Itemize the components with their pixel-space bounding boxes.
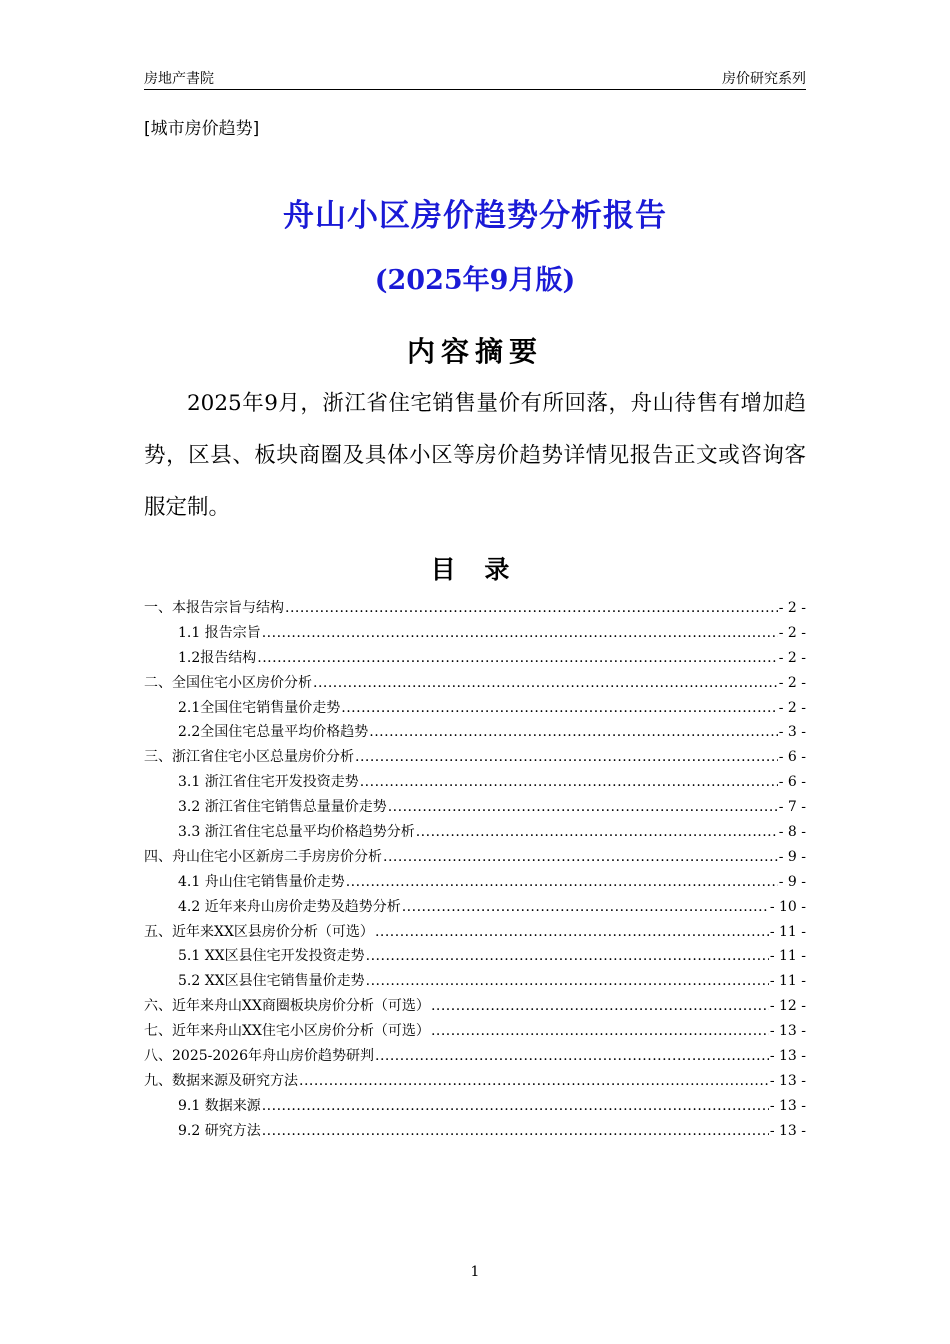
toc-entry-label: 一、本报告宗旨与结构 — [144, 600, 284, 616]
toc-entry-label: 七、近年来舟山XX住宅小区房价分析（可选） — [144, 1023, 430, 1040]
toc-entry-page: - 2 - — [778, 674, 806, 691]
toc-entry-label: 九、数据来源及研究方法 — [144, 1072, 298, 1089]
toc-entry-page: - 2 - — [778, 699, 806, 716]
toc-leader-dots — [375, 1044, 769, 1069]
toc-entry-label: 2.2全国住宅总量平均价格趋势 — [178, 724, 369, 741]
toc-leader-dots — [402, 895, 769, 920]
toc-leader-dots — [299, 1069, 769, 1094]
toc-entry-page: - 2 - — [778, 649, 806, 666]
toc-entry-label: 5.1 XX区县住宅开发投资走势 — [178, 948, 365, 965]
toc-entry-page: - 9 - — [778, 848, 806, 865]
toc-entry-page: - 11 - — [769, 923, 806, 940]
toc-leader-dots — [369, 720, 777, 745]
abstract-text: 2025年9月，浙江省住宅销售量价有所回落，舟山待售有增加趋势，区县、板块商圈及具体小区等房价趋势详情见报告正文或咨询客服定制。 — [144, 391, 806, 520]
toc-leader-dots — [257, 646, 777, 671]
toc-entry[interactable] — [144, 994, 806, 1019]
toc-entry-page: - 2 - — [778, 624, 806, 641]
toc-entry-label: 3.2 浙江省住宅销售总量量价走势 — [178, 799, 387, 816]
toc-entry-label: 1.2报告结构 — [178, 649, 257, 666]
toc-entry[interactable] — [144, 671, 806, 696]
toc-entry-page: - 6 - — [778, 774, 806, 791]
toc-leader-dots — [416, 820, 778, 845]
toc-entry[interactable] — [144, 621, 806, 646]
toc-leader-dots — [262, 621, 778, 646]
toc-entry-label: 9.2 研究方法 — [178, 1122, 261, 1139]
toc-entry-label: 5.2 XX区县住宅销售量价走势 — [178, 973, 365, 990]
table-of-contents — [144, 596, 806, 1144]
toc-entry[interactable] — [144, 646, 806, 671]
toc-leader-dots — [366, 969, 769, 994]
report-title: 舟山小区房价趋势分析报告 — [283, 198, 667, 234]
toc-entry-page: - 10 - — [769, 898, 806, 915]
toc-entry[interactable] — [144, 1119, 806, 1144]
toc-entry-page: - 11 - — [769, 948, 806, 965]
toc-entry[interactable] — [144, 795, 806, 820]
toc-entry-label: 3.1 浙江省住宅开发投资走势 — [178, 774, 359, 791]
toc-entry-label: 三、浙江省住宅小区总量房价分析 — [144, 749, 354, 766]
toc-leader-dots — [431, 1019, 769, 1044]
report-edition: (2025年9月版) — [374, 265, 576, 296]
toc-entry-page: - 3 - — [778, 724, 806, 741]
toc-entry[interactable] — [144, 944, 806, 969]
toc-heading: 目 录 — [430, 555, 520, 584]
toc-entry-page: - 9 - — [778, 873, 806, 890]
toc-leader-dots — [262, 1119, 769, 1144]
toc-entry-page: - 13 - — [769, 1023, 806, 1040]
toc-entry-page: - 13 - — [769, 1097, 806, 1114]
toc-entry[interactable] — [144, 820, 806, 845]
header-publisher: 房地产書院 — [144, 71, 214, 87]
toc-entry-page: - 12 - — [769, 998, 806, 1015]
toc-entry[interactable] — [144, 1019, 806, 1044]
toc-entry[interactable] — [144, 895, 806, 920]
toc-leader-dots — [313, 671, 778, 696]
header-divider — [144, 89, 806, 90]
toc-entry-label: 9.1 数据来源 — [178, 1097, 261, 1114]
toc-entry-page: - 6 - — [778, 749, 806, 766]
toc-entry-page: - 13 - — [769, 1072, 806, 1089]
header-series: 房价研究系列 — [722, 71, 806, 87]
toc-entry[interactable] — [144, 1094, 806, 1119]
abstract-heading: 内容摘要 — [406, 335, 543, 368]
toc-entry-page: - 8 - — [778, 824, 806, 841]
toc-leader-dots — [383, 845, 778, 870]
toc-entry-page: - 7 - — [778, 799, 806, 816]
page-number: 1 — [470, 1264, 480, 1280]
toc-leader-dots — [431, 994, 769, 1019]
toc-entry[interactable] — [144, 870, 806, 895]
toc-leader-dots — [360, 770, 778, 795]
toc-entry-label: 4.1 舟山住宅销售量价走势 — [178, 873, 345, 890]
toc-entry[interactable] — [144, 596, 806, 621]
toc-entry-page: - 13 - — [769, 1048, 806, 1065]
toc-entry-label: 四、舟山住宅小区新房二手房房价分析 — [144, 848, 382, 865]
toc-entry-label: 4.2 近年来舟山房价走势及趋势分析 — [178, 898, 401, 915]
toc-leader-dots — [366, 944, 769, 969]
toc-entry-page: - 13 - — [769, 1122, 806, 1139]
toc-entry[interactable] — [144, 1069, 806, 1094]
toc-entry[interactable] — [144, 720, 806, 745]
toc-entry[interactable] — [144, 696, 806, 721]
toc-entry[interactable] — [144, 845, 806, 870]
toc-leader-dots — [355, 745, 778, 770]
toc-leader-dots — [341, 696, 777, 721]
toc-entry-label: 六、近年来舟山XX商圈板块房价分析（可选） — [144, 998, 430, 1015]
toc-entry-label: 五、近年来XX区县房价分析（可选） — [144, 923, 374, 940]
toc-leader-dots — [262, 1094, 769, 1119]
toc-entry-label: 二、全国住宅小区房价分析 — [144, 674, 312, 691]
toc-entry-label: 1.1 报告宗旨 — [178, 624, 261, 641]
category-label: [城市房价趋势] — [144, 119, 260, 139]
toc-entry-label: 3.3 浙江省住宅总量平均价格趋势分析 — [178, 824, 415, 841]
toc-leader-dots — [285, 596, 778, 621]
toc-entry-page: - 2 - — [778, 600, 806, 616]
toc-entry-label: 2.1全国住宅销售量价走势 — [178, 699, 341, 716]
toc-entry[interactable] — [144, 920, 806, 945]
toc-entry-page: - 11 - — [769, 973, 806, 990]
toc-entry[interactable] — [144, 745, 806, 770]
toc-leader-dots — [388, 795, 778, 820]
toc-entry-label: 八、2025-2026年舟山房价趋势研判 — [144, 1048, 374, 1065]
toc-entry[interactable] — [144, 770, 806, 795]
toc-entry[interactable] — [144, 969, 806, 994]
toc-leader-dots — [346, 870, 778, 895]
toc-leader-dots — [375, 920, 769, 945]
toc-entry[interactable] — [144, 1044, 806, 1069]
